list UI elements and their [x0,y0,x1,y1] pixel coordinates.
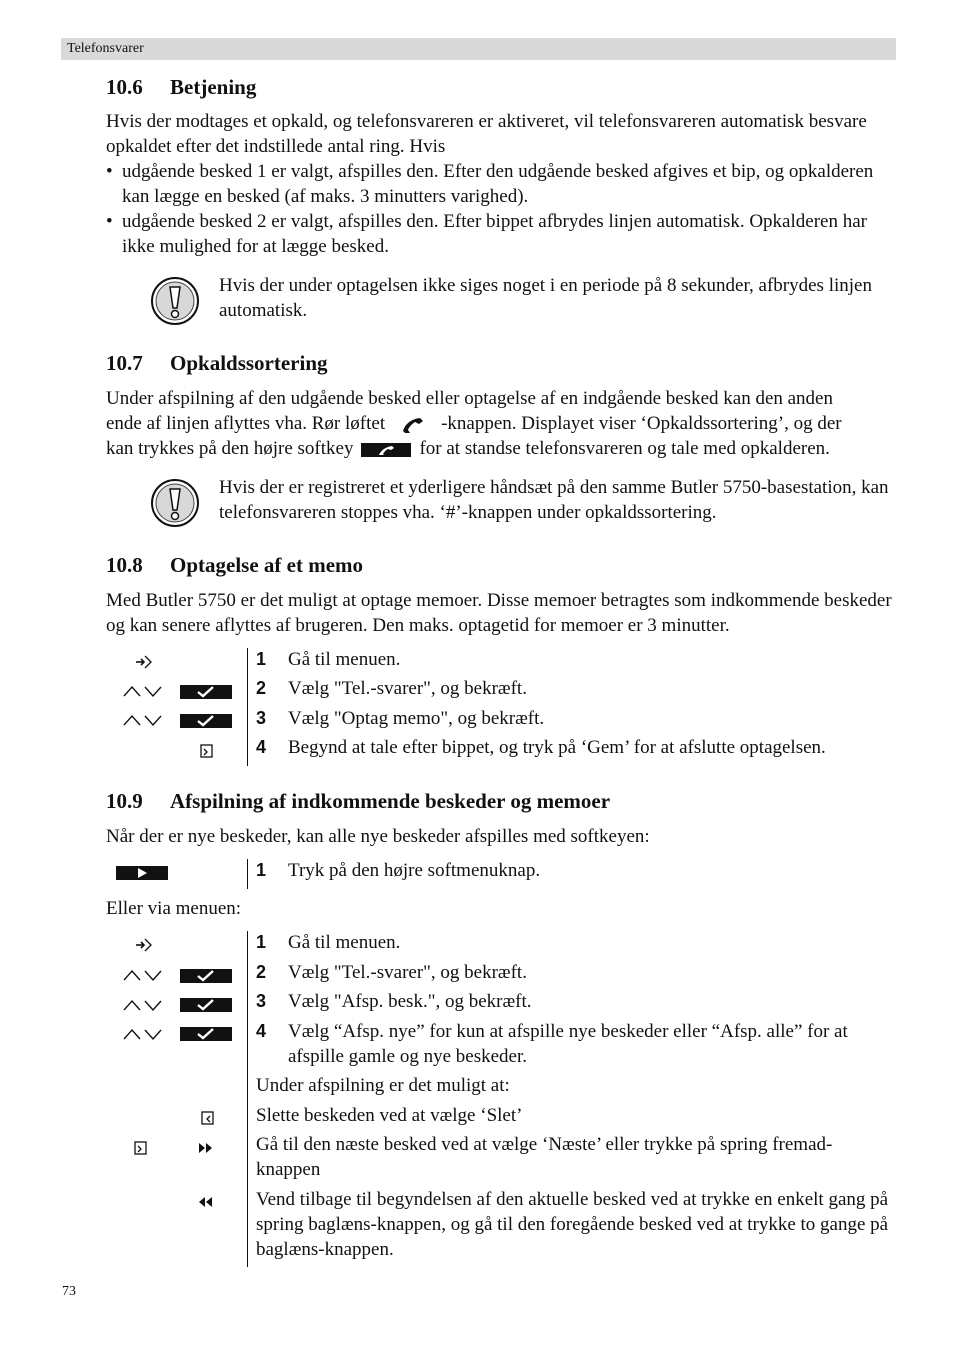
step-text: Begynd at tale efter bippet, og tryk på ‘Gem’ for at afslutte optagelsen. [288,737,826,758]
step-text: Vælg "Optag memo", og bekræft. [288,708,545,729]
step-number: 1 [256,649,267,669]
step-number: 1 [256,860,267,880]
off-hook-phone-icon [400,416,426,434]
confirm-check-icon [180,998,232,1012]
step-number: 2 [256,962,267,982]
up-down-arrows-icon [122,713,164,727]
heading-10-7: 10.7 Opkaldssortering [106,351,328,375]
step-divider [247,931,248,1267]
paragraph [106,386,896,461]
step-number: 3 [256,991,267,1011]
softkey-pickup-icon [361,443,411,457]
step-text: Vælg "Tel.-svarer", og bekræft. [288,962,527,983]
up-down-arrows-icon [122,998,164,1012]
right-softkey-icon [199,1110,215,1126]
skip-forward-icon [197,1142,215,1154]
confirm-check-icon [180,969,232,983]
warning-icon [150,276,200,326]
step-text: Gå til menuen. [288,932,401,953]
step-number: 1 [256,932,267,952]
action-text: Slette beskeden ved at vælge ‘Slet’ [256,1105,523,1126]
step-divider [247,648,248,766]
step-number: 3 [256,708,267,728]
step-text: Vælg “Afsp. nye” for kun at afspille nye beskeder eller “Afsp. alle” for at afspille gamle og nye beskeder. [288,1021,848,1067]
up-down-arrows-icon [122,968,164,982]
step-text: Tryk på den højre softmenuknap. [288,860,541,881]
paragraph-line: ende af linjen aflyttes vha. Rør løftet -knappen. Displayet viser ‘Opkaldssortering’, og der [106,413,842,434]
skip-backward-icon [197,1196,215,1208]
step-text: Gå til menuen. [288,649,401,670]
step-number: 4 [256,737,267,757]
list-item: • udgående besked 2 er valgt, afspilles den. Efter bippet afbrydes linjen automatisk. Opkalderen har ikke mulighed for at lægge besked. [106,211,867,257]
paragraph: Eller via menuen: [106,898,242,919]
note-text: Hvis der under optagelsen ikke siges noget i en periode på 8 sekunder, afbrydes linjen automatisk. [219,275,872,321]
confirm-check-icon [180,1027,232,1041]
confirm-check-icon [180,714,232,728]
step-number: 2 [256,678,267,698]
paragraph: Når der er nye beskeder, kan alle nye beskeder afspilles med softkeyen: [106,826,650,847]
paragraph: Med Butler 5750 er det muligt at optage memoer. Disse memoer betragtes som indkommende beskeder og kan senere aflyttes af brugeren. Den maks. optagetid for memoer er 3 minutter. [106,590,892,636]
paragraph: Hvis der modtages et opkald, og telefonsvareren er aktiveret, vil telefonsvareren automatisk besvare opkaldet efter det indstillede antal ring. Hvis [106,111,867,157]
page-number: 73 [62,1284,76,1299]
paragraph-line: kan trykkes på den højre softkey for at standse telefonsvareren og tale med opkalderen. [106,438,830,459]
running-header: Telefonsvarer [61,38,896,60]
up-down-arrows-icon [122,1027,164,1041]
step-number: 4 [256,1021,267,1041]
heading-10-9: 10.9 Afspilning af indkommende beskeder og memoer [106,789,611,813]
step-divider [247,859,248,889]
left-softkey-icon [133,1140,149,1156]
warning-icon [150,478,200,528]
step-text: Vælg "Tel.-svarer", og bekræft. [288,678,527,699]
heading-10-8: 10.8 Optagelse af et memo [106,553,364,577]
step-text: Vælg "Afsp. besk.", og bekræft. [288,991,532,1012]
left-softkey-icon [199,743,215,759]
paragraph-line: Under afspilning af den udgående besked eller optagelse af en indgående besked kan den anden [106,388,833,409]
confirm-check-icon [180,685,232,699]
action-text: Gå til den næste besked ved at vælge ‘Næste’ eller trykke på spring fremad-knappen [256,1134,833,1180]
play-softkey-icon [116,866,168,880]
up-down-arrows-icon [122,684,164,698]
menu-enter-icon [135,937,153,953]
heading-10-6: 10.6 Betjening [106,75,257,99]
list-item: • udgående besked 1 er valgt, afspilles den. Efter den udgående besked afgives et bip, og opkalderen kan lægge en besked (af maks. 3 minutters varighed). [106,161,874,207]
menu-enter-icon [135,654,153,670]
action-text: Vend tilbage til begyndelsen af den aktuelle besked ved at trykke en enkelt gang på spring baglæns-knappen, og gå til den foregående besked ved at trykke to gange på baglæns-knappen. [256,1189,889,1260]
note-text: Hvis der er registreret et yderligere håndsæt på den samme Butler 5750-basestation, kan telefonsvareren stoppes vha. ‘#’-knappen under opkaldssortering. [219,477,889,523]
paragraph: Under afspilning er det muligt at: [256,1075,510,1096]
